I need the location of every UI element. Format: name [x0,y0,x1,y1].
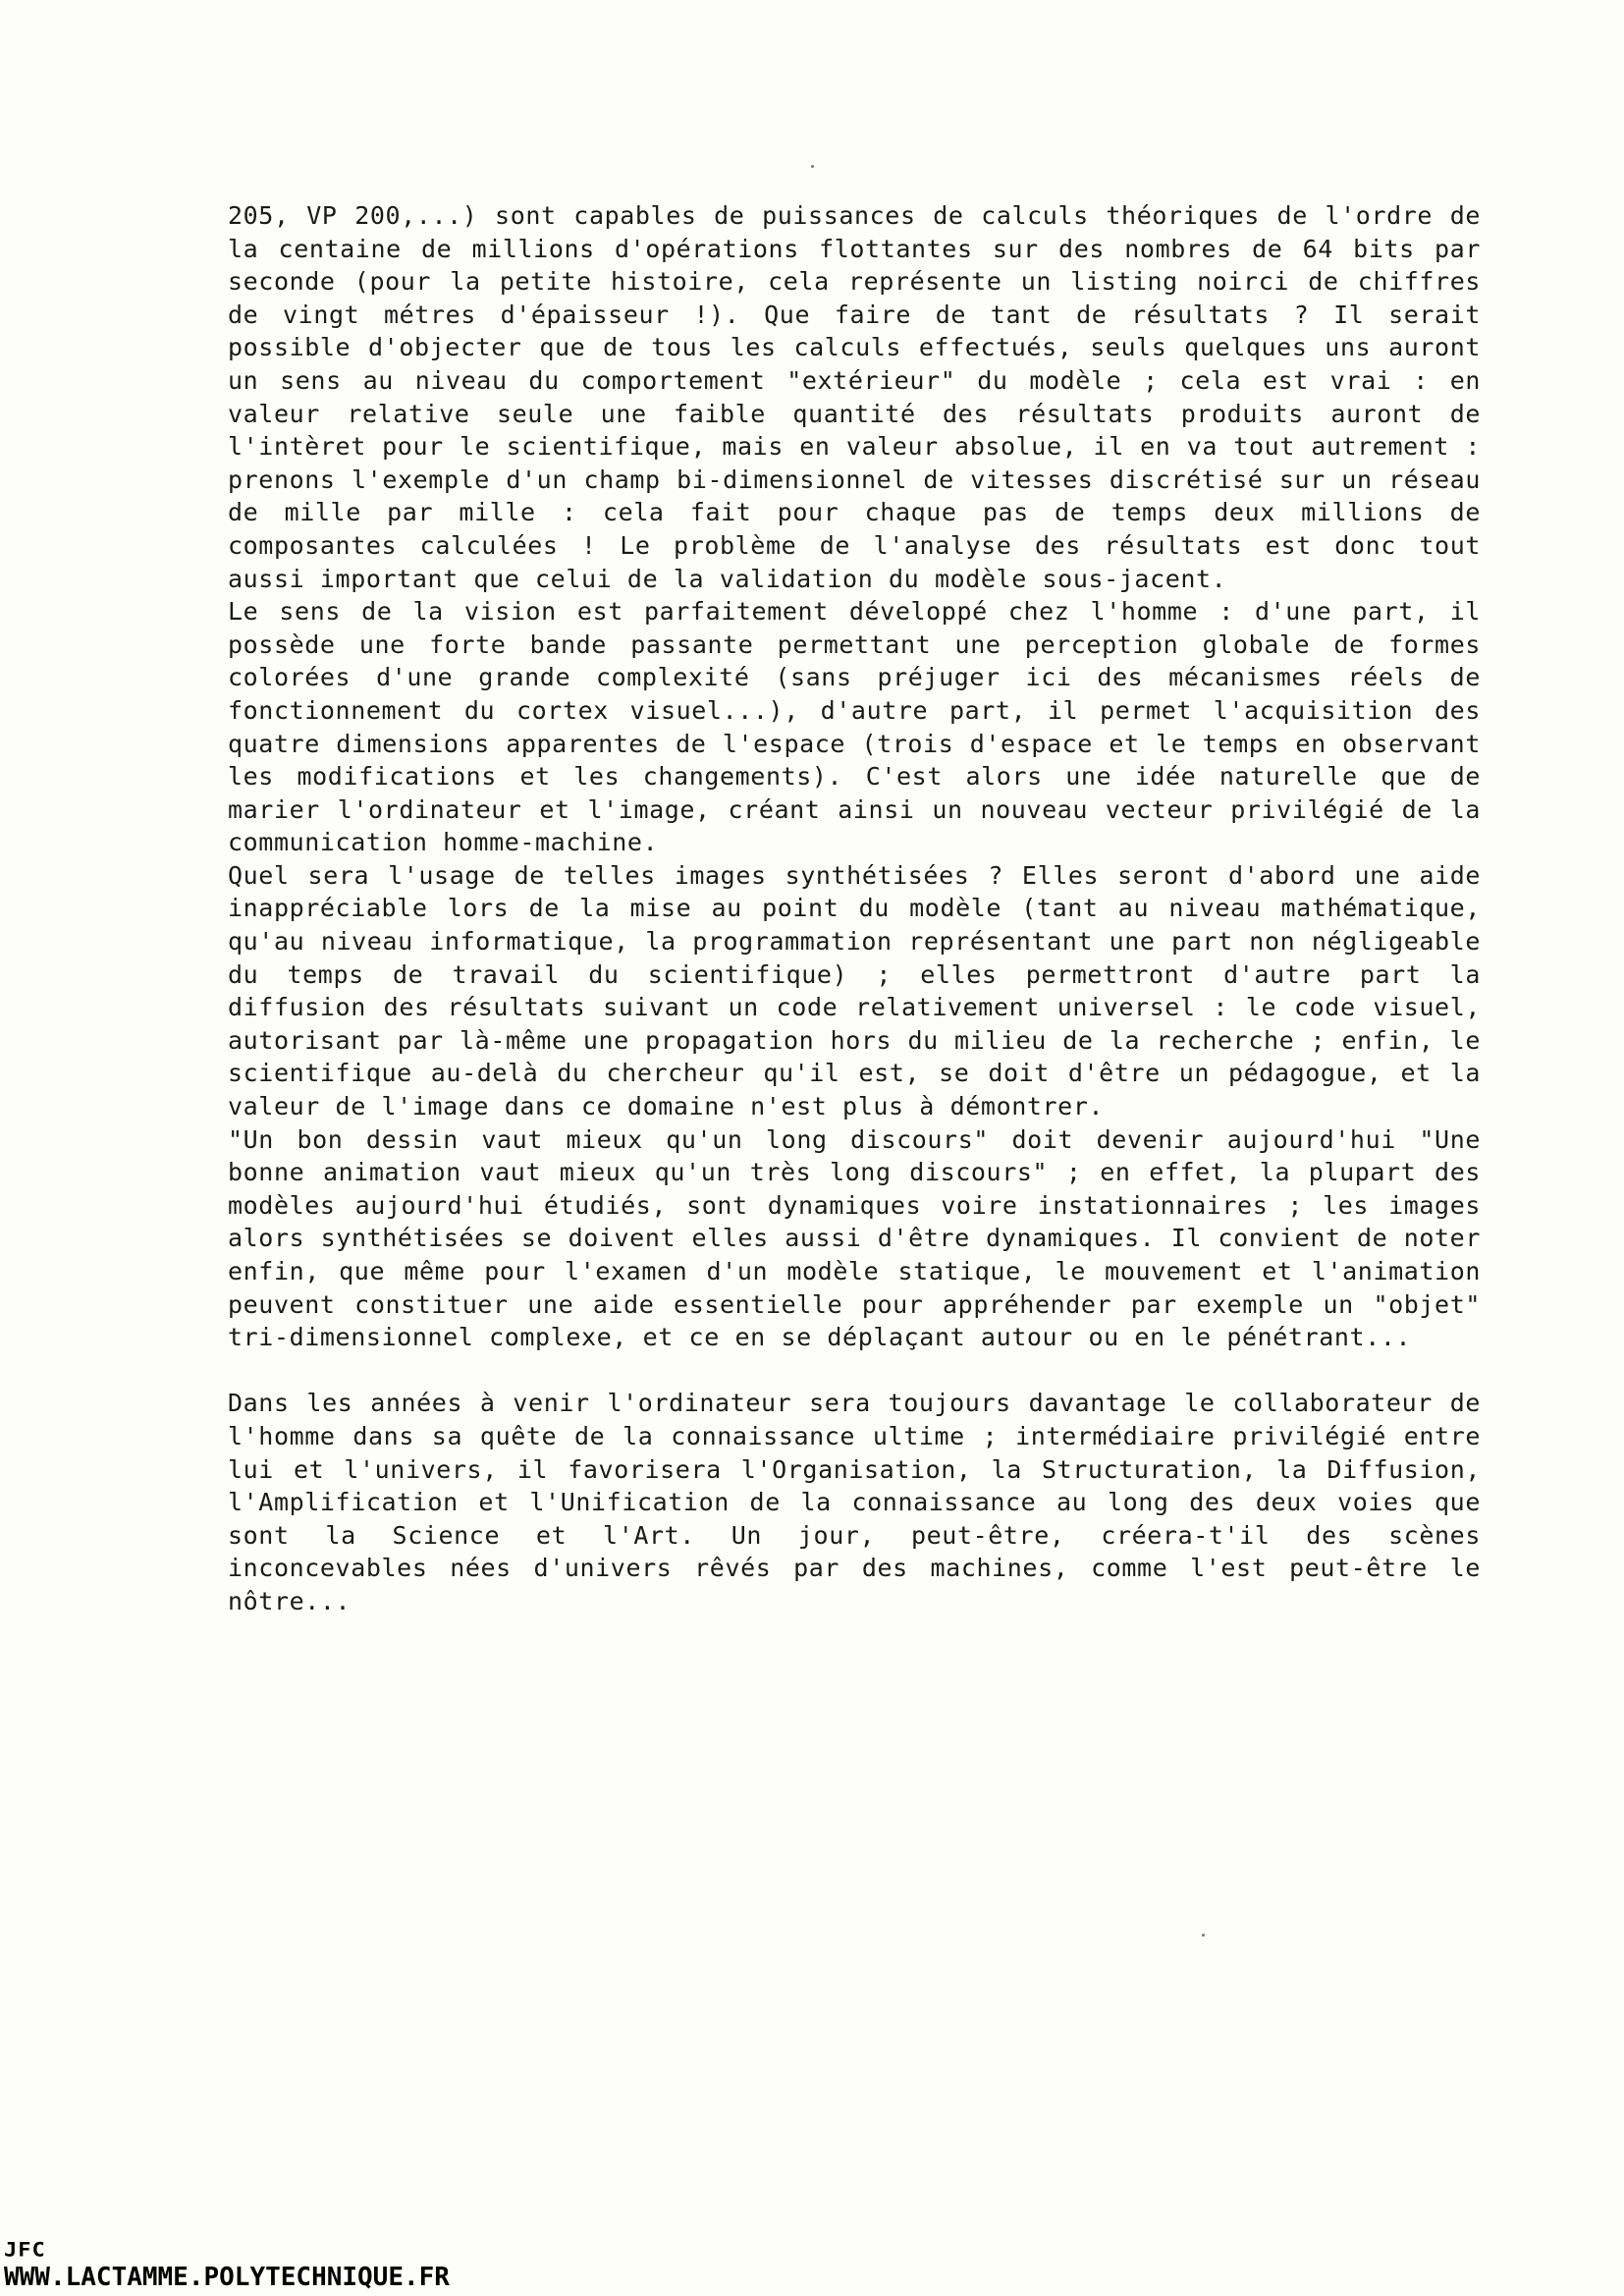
paragraph-conclusion: Dans les années à venir l'ordinateur sera toujours davantage le collaborateur de l'homme dans sa quête de la connaissance ultime ; intermédiaire privilégié entre lui et l'univers, il favorisera l'Organisation, la Structuration, la Diffusion, l'Amplification et l'Unification de la connaissance au long des deux voies que sont la Science et l'Art. Un jour, peut-être, créera-t'il des scènes inconcevables nées d'univers rêvés par des machines, comme l'est peut-être le nôtre... [228,1389,1481,1615]
paragraph-computing-power: 205, VP 200,...) sont capables de puissances de calculs théoriques de l'ordre de la centaine de millions d'opérations flottantes sur des nombres de 64 bits par seconde (pour la petite histoire, cela représente un listing noirci de chiffres de vingt métres d'épaisseur !). Que faire de tant de résultats ? Il serait possible d'objecter que de tous les calculs effectués, seuls quelques uns auront un sens au niveau du comportement "extérieur" du modèle ; cela est vrai : en valeur relative seule une faible quantité des résultats produits auront de l'intèret pour le scientifique, mais en valeur absolue, il en va tout autrement : prenons l'exemple d'un champ bi-dimensionnel de vitesses discrétisé sur un réseau de mille par mille : cela fait pour chaque pas de temps deux millions de composantes calculées ! Le problème de l'analyse des résultats est donc tout aussi important que celui de la validation du modèle sous-jacent. [228,201,1481,593]
document-body [228,199,1481,1618]
jfc-logo: JFC [4,2239,46,2262]
paragraph-synthesized-images: Quel sera l'usage de telles images synthétisées ? Elles seront d'abord une aide inappréciable lors de la mise au point du modèle (tant au niveau mathématique, qu'au niveau informatique, la programmation représentant une part non négligeable du temps de travail du scientifique) ; elles permettront d'autre part la diffusion des résultats suivant un code relativement universel : le code visuel, autorisant par là-même une propagation hors du milieu de la recherche ; enfin, le scientifique au-delà du chercheur qu'il est, se doit d'être un pédagogue, et la valeur de l'image dans ce domaine n'est plus à démontrer. [228,860,1481,1121]
paragraph-vision-sense: Le sens de la vision est parfaitement développé chez l'homme : d'une part, il possède une forte bande passante permettant une perception globale de formes colorées d'une grande complexité (sans préjuger ici des mécanismes réels de fonctionnement du cortex visuel...), d'autre part, il permet l'acquisition des quatre dimensions apparentes de l'espace (trois d'espace et le temps en observant les modifications et les changements). C'est alors une idée naturelle que de marier l'ordinateur et l'image, créant ainsi un nouveau vecteur privilégié de la communication homme-machine. [228,597,1481,857]
footer-url: WWW.LACTAMME.POLYTECHNIQUE.FR [4,2263,450,2292]
scan-speck [811,165,814,168]
footer-watermark [4,2241,450,2290]
paragraph-animation: "Un bon dessin vaut mieux qu'un long discours" doit devenir aujourd'hui "Une bonne animation vaut mieux qu'un très long discours" ; en effet, la plupart des modèles aujourd'hui étudiés, sont dynamiques voire instationnaires ; les images alors synthétisées se doivent elles aussi d'être dynamiques. Il convient de noter enfin, que même pour l'examen d'un modèle statique, le mouvement et l'animation peuvent constituer une aide essentielle pour appréhender par exemple un "objet" tri-dimensionnel complexe, et ce en se déplaçant autour ou en le pénétrant... [228,1124,1481,1352]
paragraph-spacer [228,1354,1481,1388]
scan-speck [1202,1934,1205,1937]
